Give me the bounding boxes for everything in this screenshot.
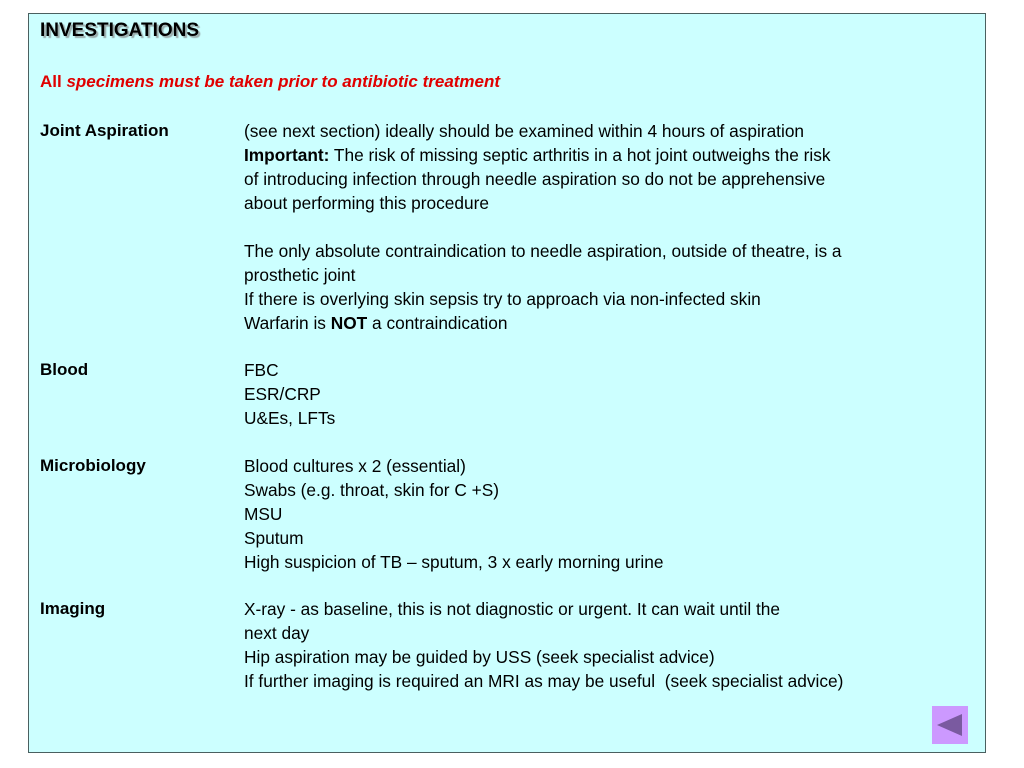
section-label-microbiology: Microbiology [40, 456, 146, 475]
list-item: ESR/CRP [244, 384, 321, 404]
joint-aspiration-text [244, 119, 842, 335]
list-item: If further imaging is required an MRI as may be useful (seek specialist advice) [244, 671, 844, 691]
triangle-left-icon [937, 714, 962, 736]
text-line: The only absolute contraindication to needle aspiration, outside of theatre, is a [244, 241, 842, 261]
text-line: about performing this procedure [244, 193, 489, 213]
page-title: INVESTIGATIONS [40, 20, 200, 41]
list-item: next day [244, 623, 310, 643]
important-label: Important: [244, 145, 330, 165]
blood-list [244, 358, 335, 430]
text-line: prosthetic joint [244, 265, 356, 285]
text-line: of introducing infection through needle aspiration so do not be apprehensive [244, 169, 826, 189]
back-button[interactable] [932, 706, 968, 744]
list-item: Hip aspiration may be guided by USS (seek specialist advice) [244, 647, 715, 667]
section-label-joint-aspiration: Joint Aspiration [40, 121, 169, 140]
text-line: If there is overlying skin sepsis try to approach via non-infected skin [244, 289, 761, 309]
list-item: High suspicion of TB – sputum, 3 x early morning urine [244, 552, 664, 572]
list-item: Swabs (e.g. throat, skin for C +S) [244, 480, 499, 500]
warning-emphasis: specimens must be taken prior to antibiotic treatment [66, 72, 501, 91]
section-label-imaging: Imaging [40, 599, 106, 618]
not-emphasis: NOT [330, 313, 368, 333]
section-label-blood: Blood [40, 360, 89, 379]
warfarin-post: a contraindication [367, 313, 508, 333]
slide-frame [28, 13, 986, 753]
warning-prefix: All [40, 72, 67, 91]
list-item: Sputum [244, 528, 304, 548]
warning-note [40, 72, 500, 92]
list-item: Blood cultures x 2 (essential) [244, 456, 466, 476]
list-item: U&Es, LFTs [244, 408, 336, 428]
text-line: (see next section) ideally should be examined within 4 hours of aspiration [244, 121, 805, 141]
imaging-list [244, 597, 843, 693]
microbiology-list [244, 454, 663, 574]
list-item: X-ray - as baseline, this is not diagnostic or urgent. It can wait until the [244, 599, 780, 619]
list-item: MSU [244, 504, 283, 524]
important-text: The risk of missing septic arthritis in a hot joint outweighs the risk [329, 145, 831, 165]
text-line [244, 311, 842, 335]
text-line [244, 143, 842, 167]
warfarin-pre: Warfarin is [244, 313, 331, 333]
list-item: FBC [244, 360, 279, 380]
